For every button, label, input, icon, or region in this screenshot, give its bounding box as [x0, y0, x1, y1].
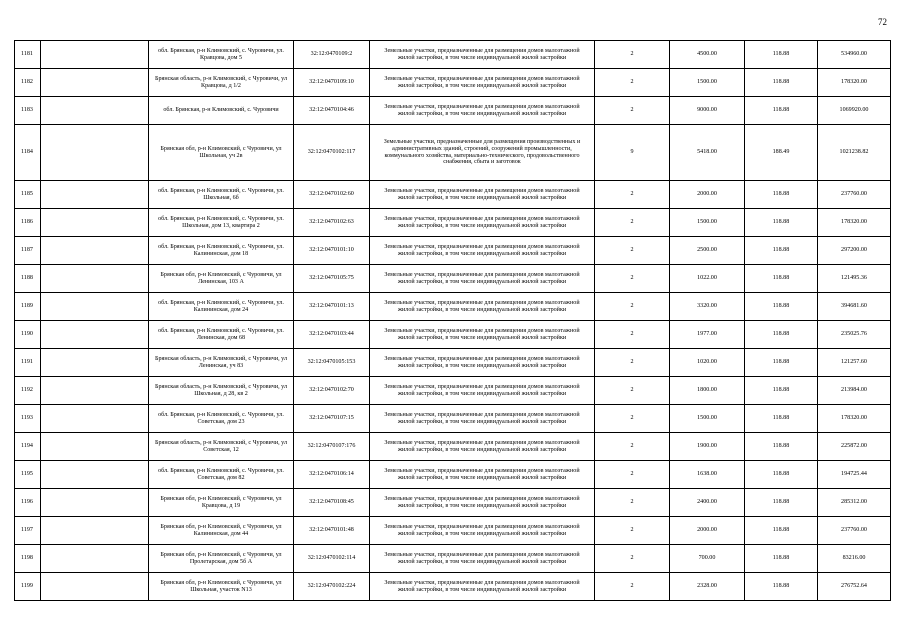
- land-use-cell: Земельные участки, предназначенные для размещения домов малоэтажной жилой застройки, в том числе индивидуальной жилой застройки: [370, 461, 595, 489]
- table-row: [15, 237, 891, 265]
- table-row: [15, 573, 891, 601]
- group-cell: 2: [595, 97, 670, 125]
- cadastral-number-cell: 32:12:0470107:15: [294, 405, 370, 433]
- address-cell: Брянская область, р-н Климовский, с Чуровичи, ул Ленинская, уч 83: [149, 349, 294, 377]
- land-use-cell: Земельные участки, предназначенные для размещения домов малоэтажной жилой застройки, в том числе индивидуальной жилой застройки: [370, 69, 595, 97]
- specific-value-cell: 118.88: [745, 349, 818, 377]
- cadastral-value-cell: 83216.00: [818, 545, 891, 573]
- group-cell: 2: [595, 181, 670, 209]
- cadastral-number-cell: 32:12:0470109:10: [294, 69, 370, 97]
- address-cell: Брянская обл, р-н Климовский, с Чуровичи, ул Кравцова, д 19: [149, 489, 294, 517]
- address-cell: Брянская обл, р-н Климовский, с Чуровичи, ул Ленинская, 103 А: [149, 265, 294, 293]
- area-cell: 1022.00: [670, 265, 745, 293]
- cadastral-number-cell: 32:12:0470102:114: [294, 545, 370, 573]
- cadastral-number-cell: 32:12:0470102:117: [294, 125, 370, 181]
- specific-value-cell: 118.88: [745, 461, 818, 489]
- area-cell: 1977.00: [670, 321, 745, 349]
- specific-value-cell: 118.88: [745, 377, 818, 405]
- empty-cell: [41, 405, 149, 433]
- cadastral-number-cell: 32:12:0470102:60: [294, 181, 370, 209]
- row-number-cell: 1196: [15, 489, 41, 517]
- empty-cell: [41, 321, 149, 349]
- empty-cell: [41, 293, 149, 321]
- table-row: [15, 265, 891, 293]
- cadastral-number-cell: 32:12:0470102:70: [294, 377, 370, 405]
- row-number-cell: 1188: [15, 265, 41, 293]
- specific-value-cell: 118.88: [745, 321, 818, 349]
- cadastral-number-cell: 32:12:0470107:176: [294, 433, 370, 461]
- table-row: [15, 321, 891, 349]
- specific-value-cell: 118.88: [745, 265, 818, 293]
- table-row: [15, 405, 891, 433]
- address-cell: обл. Брянская, р-н Климовский, с. Чуровичи, ул. Калининская, дом 24: [149, 293, 294, 321]
- land-use-cell: Земельные участки, предназначенные для размещения домов малоэтажной жилой застройки, в том числе индивидуальной жилой застройки: [370, 433, 595, 461]
- empty-cell: [41, 517, 149, 545]
- cadastral-value-cell: 276752.64: [818, 573, 891, 601]
- page-number: 72: [878, 17, 887, 27]
- row-number-cell: 1181: [15, 41, 41, 69]
- group-cell: 2: [595, 321, 670, 349]
- empty-cell: [41, 265, 149, 293]
- specific-value-cell: 118.88: [745, 573, 818, 601]
- specific-value-cell: 118.88: [745, 293, 818, 321]
- empty-cell: [41, 125, 149, 181]
- area-cell: 5418.00: [670, 125, 745, 181]
- land-use-cell: Земельные участки, предназначенные для размещения домов малоэтажной жилой застройки, в том числе индивидуальной жилой застройки: [370, 377, 595, 405]
- table-row: [15, 209, 891, 237]
- specific-value-cell: 118.88: [745, 237, 818, 265]
- area-cell: 1638.00: [670, 461, 745, 489]
- row-number-cell: 1190: [15, 321, 41, 349]
- empty-cell: [41, 237, 149, 265]
- specific-value-cell: 118.88: [745, 97, 818, 125]
- cadastral-value-cell: 178320.00: [818, 405, 891, 433]
- address-cell: Брянская область, р-н Климовский, с Чуровичи, ул Кравцова, д 1/2: [149, 69, 294, 97]
- group-cell: 2: [595, 293, 670, 321]
- area-cell: 2000.00: [670, 517, 745, 545]
- cadastral-value-cell: 1021238.82: [818, 125, 891, 181]
- address-cell: обл. Брянская, р-н Климовский, с. Чуровичи, ул. Кравцова, дом 5: [149, 41, 294, 69]
- area-cell: 1900.00: [670, 433, 745, 461]
- address-cell: обл. Брянская, р-н Климовский, с. Чуровичи, ул. Советская, дом 23: [149, 405, 294, 433]
- group-cell: 2: [595, 405, 670, 433]
- area-cell: 2400.00: [670, 489, 745, 517]
- specific-value-cell: 118.88: [745, 69, 818, 97]
- address-cell: Брянская обл, р-н Климовский, с Чуровичи, ул Пролетарская, дом 5б А: [149, 545, 294, 573]
- area-cell: 1800.00: [670, 377, 745, 405]
- group-cell: 2: [595, 489, 670, 517]
- land-use-cell: Земельные участки, предназначенные для размещения домов малоэтажной жилой застройки, в том числе индивидуальной жилой застройки: [370, 181, 595, 209]
- table-row: [15, 97, 891, 125]
- land-use-cell: Земельные участки, предназначенные для размещения домов малоэтажной жилой застройки, в том числе индивидуальной жилой застройки: [370, 349, 595, 377]
- table-row: [15, 377, 891, 405]
- area-cell: 2500.00: [670, 237, 745, 265]
- table-row: [15, 181, 891, 209]
- land-use-cell: Земельные участки, предназначенные для размещения домов малоэтажной жилой застройки, в том числе индивидуальной жилой застройки: [370, 209, 595, 237]
- cadastral-value-cell: 121495.36: [818, 265, 891, 293]
- land-use-cell: Земельные участки, предназначенные для размещения домов малоэтажной жилой застройки, в том числе индивидуальной жилой застройки: [370, 573, 595, 601]
- specific-value-cell: 188.49: [745, 125, 818, 181]
- address-cell: обл. Брянская, р-н Климовский, с. Чуровичи, ул. Школьная, дом 13, квартира 2: [149, 209, 294, 237]
- empty-cell: [41, 461, 149, 489]
- group-cell: 2: [595, 433, 670, 461]
- cadastral-value-cell: 237760.00: [818, 517, 891, 545]
- cadastral-value-cell: 534960.00: [818, 41, 891, 69]
- table-row: [15, 545, 891, 573]
- table-row: [15, 125, 891, 181]
- table-row: [15, 489, 891, 517]
- land-use-cell: Земельные участки, предназначенные для размещения домов малоэтажной жилой застройки, в том числе индивидуальной жилой застройки: [370, 293, 595, 321]
- cadastral-value-cell: 178320.00: [818, 69, 891, 97]
- cadastral-number-cell: 32:12:0470105:153: [294, 349, 370, 377]
- row-number-cell: 1186: [15, 209, 41, 237]
- area-cell: 9000.00: [670, 97, 745, 125]
- specific-value-cell: 118.88: [745, 517, 818, 545]
- specific-value-cell: 118.88: [745, 41, 818, 69]
- land-use-cell: Земельные участки, предназначенные для размещения производственных и административных зданий, строений, сооружений промышленности, коммунального хозяйства, материально-технического, продовольственного снабжения, сбыта и заготовок: [370, 125, 595, 181]
- area-cell: 3320.00: [670, 293, 745, 321]
- table-row: [15, 461, 891, 489]
- area-cell: 1020.00: [670, 349, 745, 377]
- cadastral-value-cell: 194725.44: [818, 461, 891, 489]
- cadastral-value-table: [14, 40, 891, 601]
- area-cell: 1500.00: [670, 69, 745, 97]
- address-cell: обл. Брянская, р-н Климовский, с. Чуровичи, ул. Ленинская, дом 68: [149, 321, 294, 349]
- table-row: [15, 41, 891, 69]
- table-row: [15, 349, 891, 377]
- address-cell: Брянская область, р-н Климовский, с Чуровичи, ул Школьная, д 28, кв 2: [149, 377, 294, 405]
- empty-cell: [41, 209, 149, 237]
- row-number-cell: 1189: [15, 293, 41, 321]
- address-cell: Брянская область, р-н Климовский, с Чуровичи, ул Советская, 12: [149, 433, 294, 461]
- cadastral-value-cell: 237760.00: [818, 181, 891, 209]
- row-number-cell: 1183: [15, 97, 41, 125]
- specific-value-cell: 118.88: [745, 433, 818, 461]
- cadastral-value-cell: 1069920.00: [818, 97, 891, 125]
- area-cell: 1500.00: [670, 405, 745, 433]
- row-number-cell: 1194: [15, 433, 41, 461]
- specific-value-cell: 118.88: [745, 209, 818, 237]
- row-number-cell: 1199: [15, 573, 41, 601]
- table-row: [15, 69, 891, 97]
- area-cell: 2000.00: [670, 181, 745, 209]
- cadastral-value-cell: 285312.00: [818, 489, 891, 517]
- cadastral-value-cell: 394681.60: [818, 293, 891, 321]
- cadastral-number-cell: 32:12:0470104:46: [294, 97, 370, 125]
- group-cell: 9: [595, 125, 670, 181]
- cadastral-number-cell: 32:12:0470105:75: [294, 265, 370, 293]
- cadastral-number-cell: 32:12:0470106:14: [294, 461, 370, 489]
- address-cell: Брянская обл, р-н Климовский, с Чуровичи, ул Школьная, участок N13: [149, 573, 294, 601]
- address-cell: обл. Брянская, р-н Климовский, с. Чуровичи, ул. Школьная, 6б: [149, 181, 294, 209]
- cadastral-value-cell: 297200.00: [818, 237, 891, 265]
- group-cell: 2: [595, 237, 670, 265]
- area-cell: 2328.00: [670, 573, 745, 601]
- row-number-cell: 1198: [15, 545, 41, 573]
- table-body: [15, 41, 891, 601]
- land-use-cell: Земельные участки, предназначенные для размещения домов малоэтажной жилой застройки, в том числе индивидуальной жилой застройки: [370, 489, 595, 517]
- cadastral-value-cell: 235025.76: [818, 321, 891, 349]
- land-use-cell: Земельные участки, предназначенные для размещения домов малоэтажной жилой застройки, в том числе индивидуальной жилой застройки: [370, 517, 595, 545]
- specific-value-cell: 118.88: [745, 545, 818, 573]
- land-use-cell: Земельные участки, предназначенные для размещения домов малоэтажной жилой застройки, в том числе индивидуальной жилой застройки: [370, 237, 595, 265]
- address-cell: обл. Брянская, р-н Климовский, с. Чуровичи, ул. Советская, дом 82: [149, 461, 294, 489]
- cadastral-number-cell: 32:12:0470108:45: [294, 489, 370, 517]
- land-use-cell: Земельные участки, предназначенные для размещения домов малоэтажной жилой застройки, в том числе индивидуальной жилой застройки: [370, 321, 595, 349]
- empty-cell: [41, 573, 149, 601]
- specific-value-cell: 118.88: [745, 489, 818, 517]
- empty-cell: [41, 97, 149, 125]
- row-number-cell: 1192: [15, 377, 41, 405]
- group-cell: 2: [595, 377, 670, 405]
- cadastral-value-cell: 213984.00: [818, 377, 891, 405]
- address-cell: Брянская обл, р-н Климовский, с Чуровичи, ул Школьная, уч 2в: [149, 125, 294, 181]
- row-number-cell: 1182: [15, 69, 41, 97]
- row-number-cell: 1197: [15, 517, 41, 545]
- cadastral-value-cell: 121257.60: [818, 349, 891, 377]
- cadastral-number-cell: 32:12:0470101:13: [294, 293, 370, 321]
- empty-cell: [41, 489, 149, 517]
- table-row: [15, 517, 891, 545]
- table-row: [15, 293, 891, 321]
- row-number-cell: 1184: [15, 125, 41, 181]
- row-number-cell: 1195: [15, 461, 41, 489]
- empty-cell: [41, 433, 149, 461]
- address-cell: обл. Брянская, р-н Климовский, с. Чуровичи, ул. Калининская, дом 18: [149, 237, 294, 265]
- empty-cell: [41, 41, 149, 69]
- group-cell: 2: [595, 69, 670, 97]
- row-number-cell: 1193: [15, 405, 41, 433]
- group-cell: 2: [595, 265, 670, 293]
- group-cell: 2: [595, 573, 670, 601]
- empty-cell: [41, 181, 149, 209]
- land-use-cell: Земельные участки, предназначенные для размещения домов малоэтажной жилой застройки, в том числе индивидуальной жилой застройки: [370, 405, 595, 433]
- group-cell: 2: [595, 349, 670, 377]
- empty-cell: [41, 69, 149, 97]
- row-number-cell: 1187: [15, 237, 41, 265]
- land-use-cell: Земельные участки, предназначенные для размещения домов малоэтажной жилой застройки, в том числе индивидуальной жилой застройки: [370, 265, 595, 293]
- land-use-cell: Земельные участки, предназначенные для размещения домов малоэтажной жилой застройки, в том числе индивидуальной жилой застройки: [370, 545, 595, 573]
- cadastral-number-cell: 32:12:0470102:63: [294, 209, 370, 237]
- row-number-cell: 1185: [15, 181, 41, 209]
- group-cell: 2: [595, 545, 670, 573]
- cadastral-value-cell: 178320.00: [818, 209, 891, 237]
- group-cell: 2: [595, 209, 670, 237]
- group-cell: 2: [595, 461, 670, 489]
- land-use-cell: Земельные участки, предназначенные для размещения домов малоэтажной жилой застройки, в том числе индивидуальной жилой застройки: [370, 97, 595, 125]
- cadastral-number-cell: 32:12:0470103:44: [294, 321, 370, 349]
- specific-value-cell: 118.88: [745, 405, 818, 433]
- specific-value-cell: 118.88: [745, 181, 818, 209]
- table-row: [15, 433, 891, 461]
- cadastral-number-cell: 32:12:0470101:48: [294, 517, 370, 545]
- empty-cell: [41, 377, 149, 405]
- group-cell: 2: [595, 41, 670, 69]
- address-cell: Брянская обл, р-н Климовский, с Чуровичи, ул Калининская, дом 44: [149, 517, 294, 545]
- area-cell: 1500.00: [670, 209, 745, 237]
- land-use-cell: Земельные участки, предназначенные для размещения домов малоэтажной жилой застройки, в том числе индивидуальной жилой застройки: [370, 41, 595, 69]
- area-cell: 4500.00: [670, 41, 745, 69]
- row-number-cell: 1191: [15, 349, 41, 377]
- cadastral-number-cell: 32:12:0470109:2: [294, 41, 370, 69]
- cadastral-value-cell: 225872.00: [818, 433, 891, 461]
- empty-cell: [41, 349, 149, 377]
- group-cell: 2: [595, 517, 670, 545]
- cadastral-number-cell: 32:12:0470101:10: [294, 237, 370, 265]
- empty-cell: [41, 545, 149, 573]
- address-cell: обл. Брянская, р-н Климовский, с. Чуровичи: [149, 97, 294, 125]
- cadastral-number-cell: 32:12:0470102:224: [294, 573, 370, 601]
- area-cell: 700.00: [670, 545, 745, 573]
